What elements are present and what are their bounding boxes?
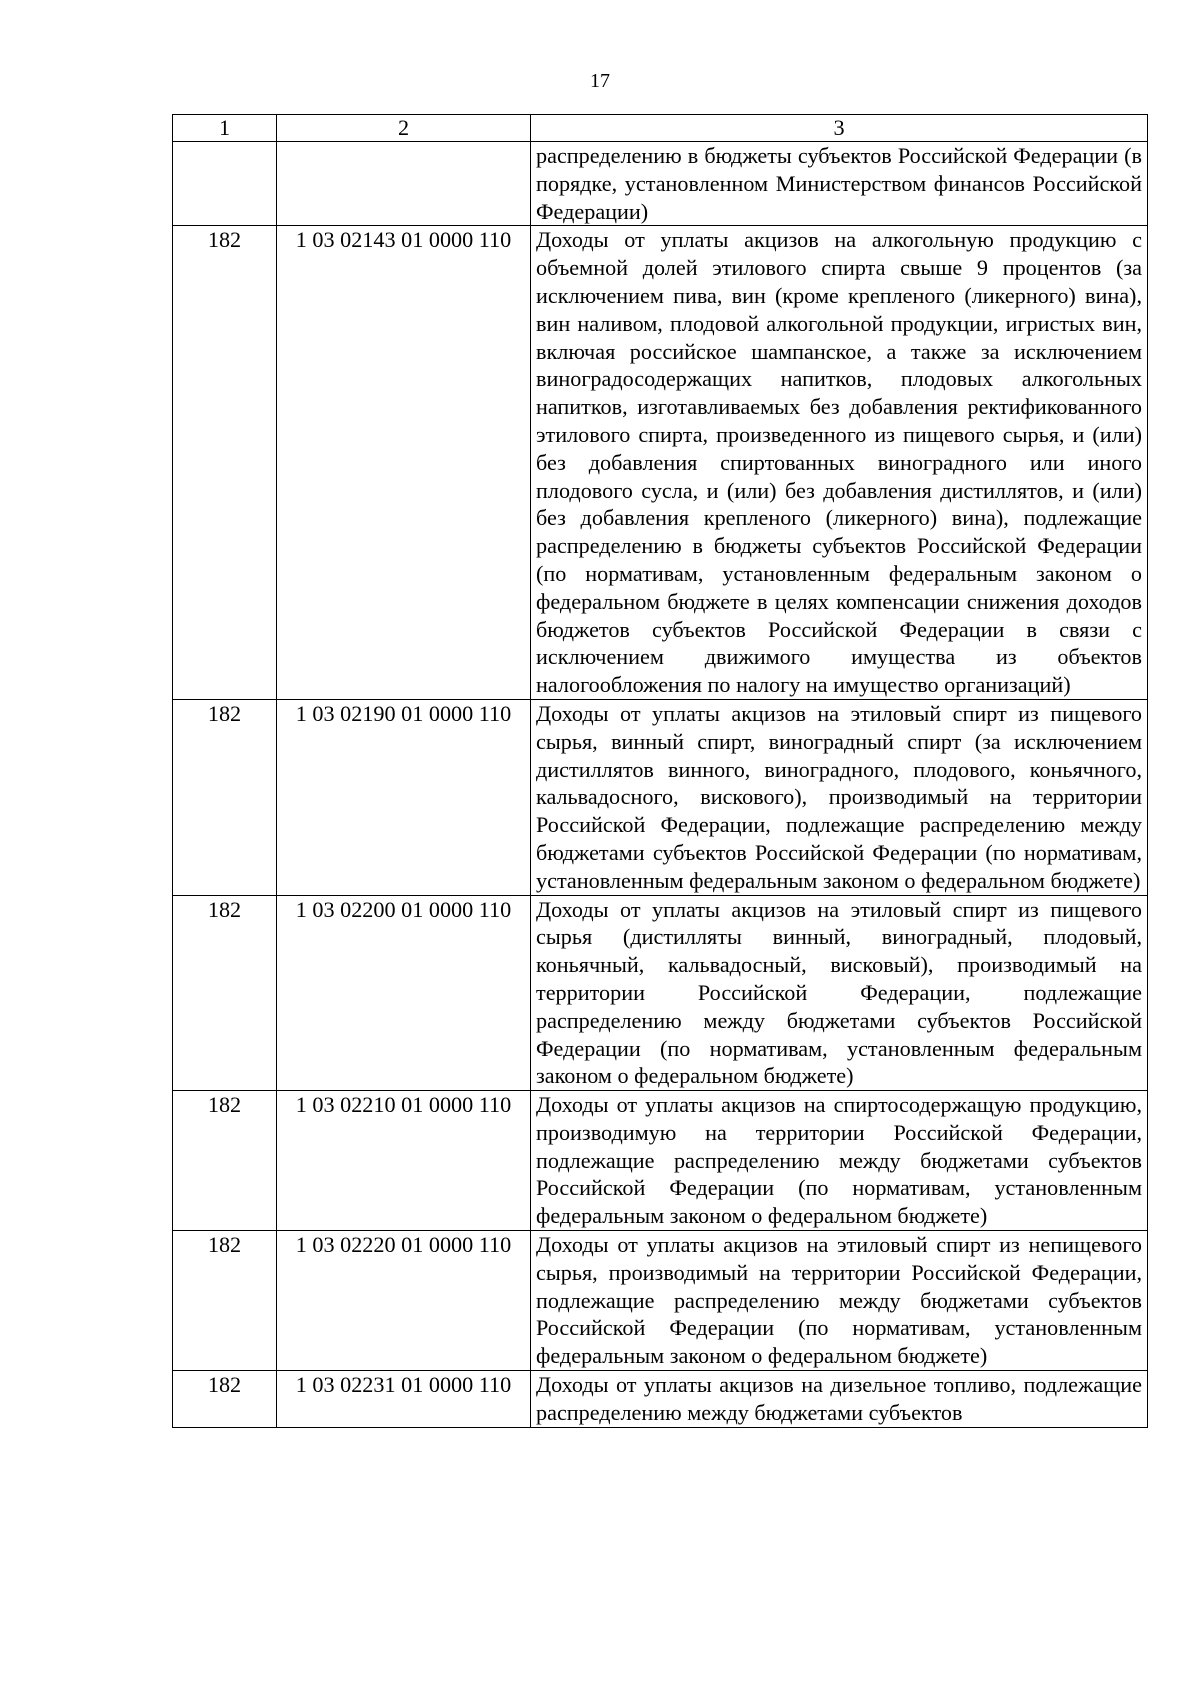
table-row — [173, 142, 1148, 226]
admin-code-cell: 182 — [173, 895, 277, 1091]
admin-code-cell: 182 — [173, 1371, 277, 1428]
budget-code-cell: 1 03 02231 01 0000 110 — [277, 1371, 531, 1428]
table-row — [173, 226, 1148, 700]
table-row — [173, 895, 1148, 1091]
column-header-2: 2 — [277, 115, 531, 142]
budget-code-cell: 1 03 02143 01 0000 110 — [277, 226, 531, 700]
table-row — [173, 1091, 1148, 1231]
description-cell: Доходы от уплаты акцизов на этиловый спирт из непищевого сырья, производимый на территории Российской Федерации, подлежащие распределению между бюджетами субъектов Российской Федерации (по нормативам, установленным федеральным законом о федеральном бюджете) — [531, 1231, 1148, 1371]
page-number: 17 — [590, 70, 610, 92]
income-codes-table — [172, 114, 1148, 1428]
description-cell: Доходы от уплаты акцизов на алкогольную продукцию с объемной долей этилового спирта свыше 9 процентов (за исключением пива, вин (кроме крепленого (ликерного) вина), вин наливом, плодовой алкогольной продукции, игристых вин, включая российское шампанское, а также за исключением виноградосодержащих напитков, плодовых алкогольных напитков, изготавливаемых без добавления ректификованного этилового спирта, произведенного из пищевого сырья, и (или) без добавления спиртованных виноградного или иного плодового сусла, и (или) без добавления дистиллятов, и (или) без добавления крепленого (ликерного) вина), подлежащие распределению в бюджеты субъектов Российской Федерации (по нормативам, установленным федеральным законом о федеральном бюджете в целях компенсации снижения доходов бюджетов субъектов Российской Федерации в связи с исключением движимого имущества из объектов налогообложения по налогу на имущество организаций) — [531, 226, 1148, 700]
admin-code-cell: 182 — [173, 226, 277, 700]
budget-code-cell: 1 03 02220 01 0000 110 — [277, 1231, 531, 1371]
description-cell: Доходы от уплаты акцизов на этиловый спирт из пищевого сырья (дистилляты винный, виноградный, плодовый, коньячный, кальвадосный, висковый), производимый на территории Российской Федерации, подлежащие распределению между бюджетами субъектов Российской Федерации (по нормативам, установленным федеральным законом о федеральном бюджете) — [531, 895, 1148, 1091]
table-row — [173, 1231, 1148, 1371]
budget-code-cell — [277, 142, 531, 226]
description-cell: распределению в бюджеты субъектов Российской Федерации (в порядке, установленном Министерством финансов Российской Федерации) — [531, 142, 1148, 226]
admin-code-cell: 182 — [173, 699, 277, 895]
table-row — [173, 1371, 1148, 1428]
column-header-1: 1 — [173, 115, 277, 142]
table-row — [173, 699, 1148, 895]
budget-code-cell: 1 03 02190 01 0000 110 — [277, 699, 531, 895]
description-cell: Доходы от уплаты акцизов на этиловый спирт из пищевого сырья, винный спирт, виноградный спирт (за исключением дистиллятов винного, виноградного, плодового, коньячного, кальвадосного, вискового), производимый на территории Российской Федерации, подлежащие распределению между бюджетами субъектов Российской Федерации (по нормативам, установленным федеральным законом о федеральном бюджете) — [531, 699, 1148, 895]
budget-code-cell: 1 03 02210 01 0000 110 — [277, 1091, 531, 1231]
column-header-3: 3 — [531, 115, 1148, 142]
table-header-row — [173, 115, 1148, 142]
admin-code-cell: 182 — [173, 1091, 277, 1231]
description-cell: Доходы от уплаты акцизов на дизельное топливо, подлежащие распределению между бюджетами субъектов — [531, 1371, 1148, 1428]
budget-code-cell: 1 03 02200 01 0000 110 — [277, 895, 531, 1091]
admin-code-cell — [173, 142, 277, 226]
description-cell: Доходы от уплаты акцизов на спиртосодержащую продукцию, производимую на территории Российской Федерации, подлежащие распределению между бюджетами субъектов Российской Федерации (по нормативам, установленным федеральным законом о федеральном бюджете) — [531, 1091, 1148, 1231]
admin-code-cell: 182 — [173, 1231, 277, 1371]
